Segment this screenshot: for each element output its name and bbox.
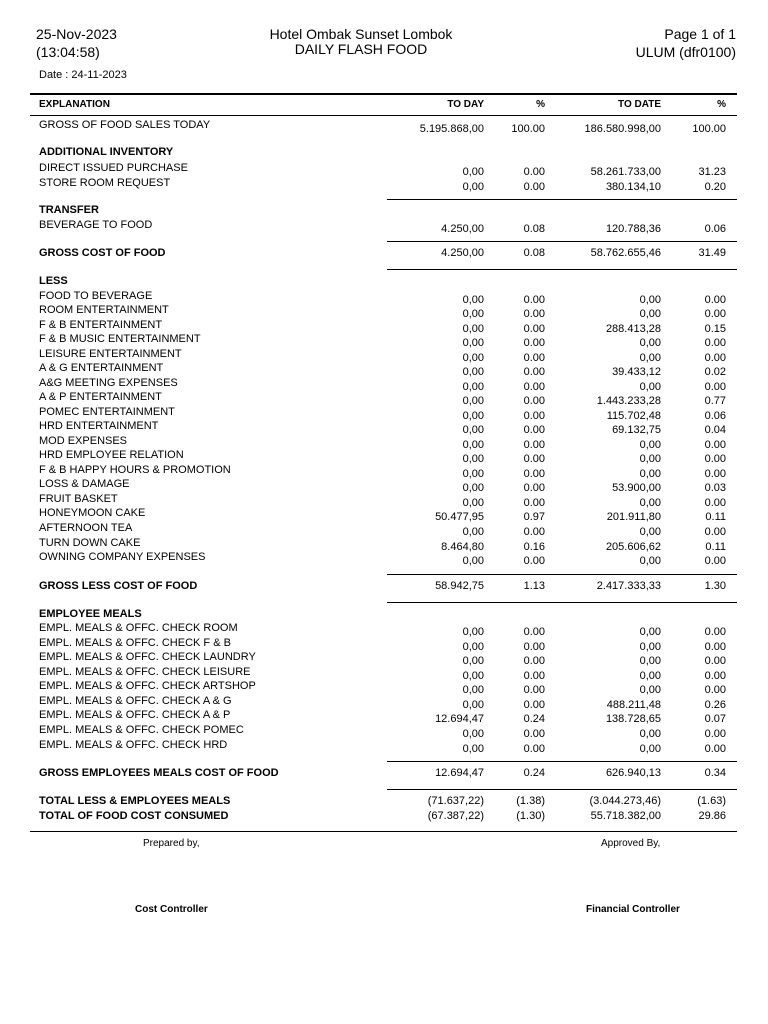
today-pct-value: 0.00 — [523, 381, 545, 393]
today-pct-value: 0.00 — [523, 684, 545, 696]
to-date-value: 0,00 — [639, 641, 661, 653]
to-date-value: 53.900,00 — [612, 482, 661, 494]
today-pct-value: 0.00 — [523, 468, 545, 480]
today-pct-value: 0.00 — [523, 352, 545, 364]
col-pct-todate: % — [717, 99, 726, 110]
to-date-pct-value: 31.49 — [698, 247, 726, 259]
to-date-value: 0,00 — [639, 743, 661, 755]
row-label: F & B HAPPY HOURS & PROMOTION — [39, 464, 231, 476]
to-date-pct-value: 1.30 — [704, 580, 726, 592]
row-label: GROSS OF FOOD SALES TODAY — [39, 119, 211, 131]
to-date-value: 205.606,62 — [605, 541, 661, 553]
to-day-value: (67.387,22) — [427, 810, 484, 822]
row-label: TURN DOWN CAKE — [39, 537, 141, 549]
to-date-pct-value: 0.20 — [704, 181, 726, 193]
print-date: 25-Nov-2023 — [36, 26, 117, 42]
col-to-date: TO DATE — [618, 99, 661, 110]
subtotal-rule — [387, 199, 737, 200]
row-label: AFTERNOON TEA — [39, 522, 133, 534]
row-label: F & B ENTERTAINMENT — [39, 319, 163, 331]
to-date-pct-value: 100.00 — [692, 123, 726, 135]
total-row-label: TOTAL OF FOOD COST CONSUMED — [39, 810, 229, 822]
to-day-value: 0,00 — [462, 626, 484, 638]
row-label: EMPL. MEALS & OFFC. CHECK HRD — [39, 739, 228, 751]
to-date-value: 288.413,28 — [605, 323, 661, 335]
row-label: EMPL. MEALS & OFFC. CHECK LEISURE — [39, 666, 251, 678]
to-date-value: 0,00 — [639, 294, 661, 306]
to-date-pct-value: 0.00 — [704, 497, 726, 509]
to-date-value: 39.433,12 — [612, 366, 661, 378]
today-pct-value: (1.30) — [516, 810, 545, 822]
to-date-value: 0,00 — [639, 468, 661, 480]
section-heading: EMPLOYEE MEALS — [39, 608, 142, 620]
today-pct-value: 0.00 — [523, 626, 545, 638]
section-heading: LESS — [39, 275, 68, 287]
today-pct-value: 0.00 — [523, 323, 545, 335]
to-day-value: 5.195.868,00 — [419, 123, 484, 135]
to-date-value: 0,00 — [639, 381, 661, 393]
to-date-pct-value: 0.02 — [704, 366, 726, 378]
to-day-value: 0,00 — [462, 424, 484, 436]
today-pct-value: 0.00 — [523, 699, 545, 711]
today-pct-value: 0.08 — [523, 247, 545, 259]
to-date-pct-value: 0.00 — [704, 670, 726, 682]
row-label: HRD EMPLOYEE RELATION — [39, 449, 184, 461]
to-date-pct-value: 0.00 — [704, 526, 726, 538]
row-label: A & G ENTERTAINMENT — [39, 362, 164, 374]
to-day-value: 0,00 — [462, 555, 484, 567]
to-day-value: 0,00 — [462, 699, 484, 711]
to-date-value: 58.762.655,46 — [590, 247, 661, 259]
to-date-pct-value: 0.00 — [704, 439, 726, 451]
to-date-value: 69.132,75 — [612, 424, 661, 436]
today-pct-value: 0.16 — [523, 541, 545, 553]
total-row-label: GROSS EMPLOYEES MEALS COST OF FOOD — [39, 767, 279, 779]
today-pct-value: 0.00 — [523, 453, 545, 465]
today-pct-value: 0.00 — [523, 294, 545, 306]
to-date-pct-value: 0.03 — [704, 482, 726, 494]
today-pct-value: 0.00 — [523, 670, 545, 682]
to-date-value: 138.728,65 — [605, 713, 661, 725]
to-day-value: 0,00 — [462, 352, 484, 364]
row-label: LOSS & DAMAGE — [39, 478, 130, 490]
row-label: ROOM ENTERTAINMENT — [39, 304, 169, 316]
page-number: Page 1 of 1 — [664, 26, 736, 42]
report-title: DAILY FLASH FOOD — [294, 41, 428, 57]
to-date-pct-value: 0.11 — [705, 511, 726, 523]
today-pct-value: 0.00 — [523, 728, 545, 740]
to-date-pct-value: 0.77 — [704, 395, 726, 407]
to-date-pct-value: 0.26 — [704, 699, 726, 711]
to-date-pct-value: 0.00 — [704, 337, 726, 349]
subtotal-rule — [387, 241, 737, 242]
row-label: HRD ENTERTAINMENT — [39, 420, 159, 432]
col-pct-today: % — [536, 99, 545, 110]
today-pct-value: 0.00 — [523, 366, 545, 378]
to-day-value: 0,00 — [462, 468, 484, 480]
to-day-value: 4.250,00 — [441, 223, 484, 235]
row-label: A&G MEETING EXPENSES — [39, 377, 178, 389]
today-pct-value: 0.00 — [523, 181, 545, 193]
row-label: EMPL. MEALS & OFFC. CHECK POMEC — [39, 724, 244, 736]
today-pct-value: 0.00 — [523, 482, 545, 494]
to-date-pct-value: 0.00 — [704, 728, 726, 740]
to-date-value: 58.261.733,00 — [590, 166, 661, 178]
approved-by-title: Financial Controller — [586, 904, 680, 915]
today-pct-value: 0.00 — [523, 555, 545, 567]
row-label: EMPL. MEALS & OFFC. CHECK ROOM — [39, 622, 238, 634]
today-pct-value: 0.97 — [523, 511, 545, 523]
total-row-label: GROSS LESS COST OF FOOD — [39, 580, 198, 592]
to-date-value: 380.134,10 — [605, 181, 661, 193]
today-pct-value: 0.00 — [523, 526, 545, 538]
to-date-value: 0,00 — [639, 497, 661, 509]
to-date-pct-value: 0.15 — [704, 323, 726, 335]
today-pct-value: 0.00 — [523, 395, 545, 407]
to-date-value: 0,00 — [639, 526, 661, 538]
to-day-value: 0,00 — [462, 308, 484, 320]
to-date-pct-value: 0.00 — [704, 555, 726, 567]
to-date-pct-value: 0.00 — [704, 381, 726, 393]
to-date-pct-value: 0.00 — [704, 294, 726, 306]
prepared-by-title: Cost Controller — [135, 904, 208, 915]
today-pct-value: 0.00 — [523, 743, 545, 755]
to-day-value: 0,00 — [462, 641, 484, 653]
to-date-value: 0,00 — [639, 626, 661, 638]
section-heading: TRANSFER — [39, 204, 99, 216]
today-pct-value: 0.08 — [523, 223, 545, 235]
row-label: LEISURE ENTERTAINMENT — [39, 348, 182, 360]
to-date-pct-value: 0.07 — [704, 713, 726, 725]
today-pct-value: 100.00 — [511, 123, 545, 135]
to-date-value: 0,00 — [639, 439, 661, 451]
to-date-pct-value: 0.00 — [704, 308, 726, 320]
to-date-pct-value: 0.00 — [704, 352, 726, 364]
today-pct-value: 0.00 — [523, 308, 545, 320]
to-date-pct-value: 0.00 — [704, 626, 726, 638]
to-date-pct-value: 0.00 — [704, 655, 726, 667]
to-day-value: (71.637,22) — [427, 795, 484, 807]
to-day-value: 12.694,47 — [435, 713, 484, 725]
row-label: EMPL. MEALS & OFFC. CHECK A & G — [39, 695, 232, 707]
section-heading: ADDITIONAL INVENTORY — [39, 146, 174, 158]
to-day-value: 0,00 — [462, 439, 484, 451]
to-day-value: 0,00 — [462, 684, 484, 696]
subtotal-rule — [387, 761, 737, 762]
to-date-pct-value: 0.34 — [704, 767, 726, 779]
to-day-value: 0,00 — [462, 743, 484, 755]
prepared-by-label: Prepared by, — [143, 838, 200, 849]
to-day-value: 0,00 — [462, 395, 484, 407]
to-date-value: 0,00 — [639, 337, 661, 349]
today-pct-value: 0.24 — [523, 713, 545, 725]
to-day-value: 0,00 — [462, 728, 484, 740]
row-label: F & B MUSIC ENTERTAINMENT — [39, 333, 201, 345]
row-label: DIRECT ISSUED PURCHASE — [39, 162, 188, 174]
to-date-pct-value: 0.00 — [704, 468, 726, 480]
to-day-value: 8.464,80 — [441, 541, 484, 553]
to-day-value: 0,00 — [462, 366, 484, 378]
row-label: FOOD TO BEVERAGE — [39, 290, 153, 302]
row-label: POMEC ENTERTAINMENT — [39, 406, 175, 418]
to-date-value: 201.911,80 — [606, 511, 661, 523]
to-date-pct-value: 0.00 — [704, 743, 726, 755]
to-date-value: 488.211,48 — [606, 699, 661, 711]
to-day-value: 0,00 — [462, 410, 484, 422]
to-date-value: (3.044.273,46) — [589, 795, 661, 807]
today-pct-value: 0.00 — [523, 424, 545, 436]
to-date-pct-value: 0.06 — [704, 410, 726, 422]
to-day-value: 0,00 — [462, 166, 484, 178]
to-day-value: 4.250,00 — [441, 247, 484, 259]
today-pct-value: 0.00 — [523, 497, 545, 509]
to-date-value: 1.443.233,28 — [596, 395, 661, 407]
to-date-pct-value: (1.63) — [697, 795, 726, 807]
subtotal-rule — [387, 602, 737, 603]
to-date-value: 2.417.333,33 — [596, 580, 661, 592]
to-date-pct-value: 0.00 — [704, 453, 726, 465]
hotel-name: Hotel Ombak Sunset Lombok — [269, 26, 453, 42]
row-label: MOD EXPENSES — [39, 435, 128, 447]
today-pct-value: 0.00 — [523, 166, 545, 178]
approved-by-label: Approved By, — [601, 838, 661, 849]
total-row-label: TOTAL LESS & EMPLOYEES MEALS — [39, 795, 231, 807]
subtotal-rule — [387, 789, 737, 790]
today-pct-value: 0.00 — [523, 410, 545, 422]
to-day-value: 50.477,95 — [435, 511, 484, 523]
today-pct-value: 0.00 — [523, 337, 545, 349]
total-row-label: GROSS COST OF FOOD — [39, 247, 166, 259]
print-time: (13:04:58) — [36, 44, 100, 60]
to-date-value: 186.580.998,00 — [584, 123, 661, 135]
today-pct-value: 0.00 — [523, 641, 545, 653]
col-explanation: EXPLANATION — [39, 99, 110, 110]
to-date-value: 0,00 — [639, 670, 661, 682]
to-date-pct-value: 0.11 — [705, 541, 726, 553]
to-day-value: 0,00 — [462, 381, 484, 393]
to-day-value: 0,00 — [462, 323, 484, 335]
to-day-value: 0,00 — [462, 526, 484, 538]
to-date-value: 0,00 — [639, 684, 661, 696]
user-id: ULUM (dfr0100) — [635, 44, 736, 60]
subtotal-rule — [387, 574, 737, 575]
row-label: EMPL. MEALS & OFFC. CHECK A & P — [39, 709, 231, 721]
to-date-pct-value: 29.86 — [698, 810, 726, 822]
to-day-value: 0,00 — [462, 655, 484, 667]
today-pct-value: 0.24 — [523, 767, 545, 779]
to-date-pct-value: 0.04 — [704, 424, 726, 436]
row-label: HONEYMOON CAKE — [39, 507, 146, 519]
today-pct-value: 1.13 — [523, 580, 545, 592]
to-date-value: 0,00 — [639, 728, 661, 740]
to-date-pct-value: 0.00 — [704, 684, 726, 696]
to-date-value: 0,00 — [639, 453, 661, 465]
today-pct-value: (1.38) — [516, 795, 545, 807]
to-date-pct-value: 31.23 — [698, 166, 726, 178]
to-date-value: 0,00 — [639, 555, 661, 567]
to-date-value: 115.702,48 — [606, 410, 661, 422]
to-day-value: 58.942,75 — [435, 580, 484, 592]
to-day-value: 0,00 — [462, 670, 484, 682]
to-date-value: 55.718.382,00 — [590, 810, 661, 822]
to-date-value: 626.940,13 — [605, 767, 661, 779]
today-pct-value: 0.00 — [523, 655, 545, 667]
subtotal-rule — [387, 269, 737, 270]
to-date-value: 0,00 — [639, 308, 661, 320]
col-to-day: TO DAY — [447, 99, 484, 110]
to-day-value: 0,00 — [462, 294, 484, 306]
to-date-pct-value: 0.00 — [704, 641, 726, 653]
row-label: FRUIT BASKET — [39, 493, 118, 505]
row-label: A & P ENTERTAINMENT — [39, 391, 162, 403]
to-day-value: 0,00 — [462, 181, 484, 193]
table-bottom-rule — [30, 831, 737, 832]
to-day-value: 12.694,47 — [435, 767, 484, 779]
to-day-value: 0,00 — [462, 453, 484, 465]
report-date: Date : 24-11-2023 — [39, 69, 127, 81]
row-label: STORE ROOM REQUEST — [39, 177, 171, 189]
row-label: BEVERAGE TO FOOD — [39, 219, 153, 231]
to-date-value: 0,00 — [639, 655, 661, 667]
row-label: EMPL. MEALS & OFFC. CHECK LAUNDRY — [39, 651, 256, 663]
to-date-value: 120.788,36 — [605, 223, 661, 235]
to-day-value: 0,00 — [462, 497, 484, 509]
to-day-value: 0,00 — [462, 337, 484, 349]
to-day-value: 0,00 — [462, 482, 484, 494]
to-date-pct-value: 0.06 — [704, 223, 726, 235]
row-label: OWNING COMPANY EXPENSES — [39, 551, 206, 563]
to-date-value: 0,00 — [639, 352, 661, 364]
today-pct-value: 0.00 — [523, 439, 545, 451]
row-label: EMPL. MEALS & OFFC. CHECK ARTSHOP — [39, 680, 256, 692]
row-label: EMPL. MEALS & OFFC. CHECK F & B — [39, 637, 231, 649]
